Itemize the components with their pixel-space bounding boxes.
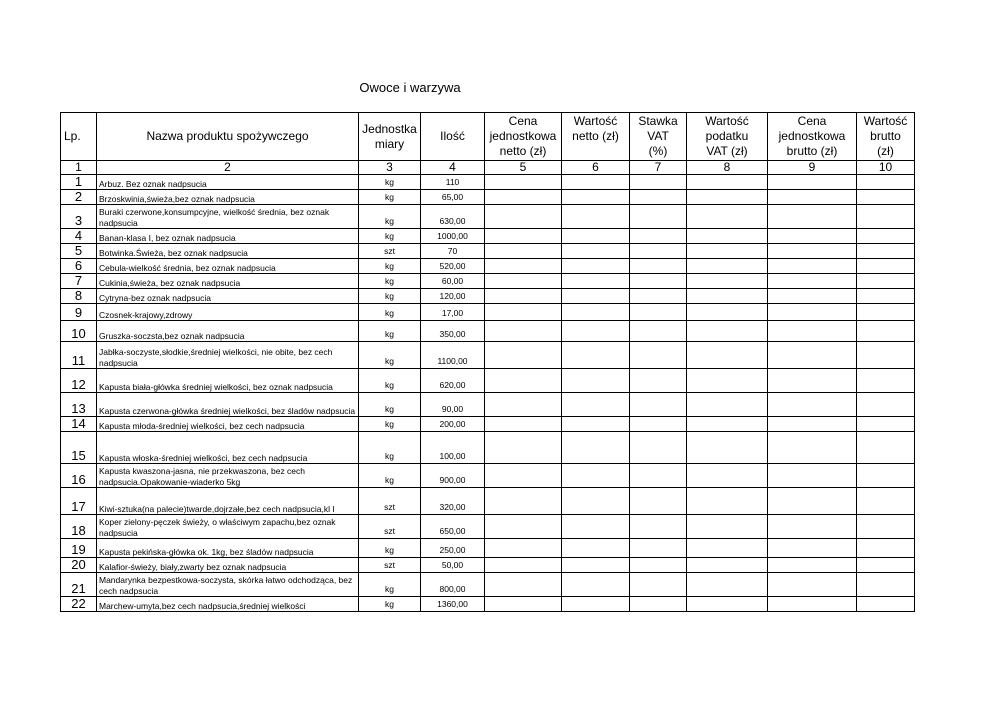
empty-cell	[562, 289, 630, 304]
product-name: Cytryna-bez oznak nadpsucia	[97, 289, 359, 304]
empty-cell	[857, 369, 915, 393]
unit-cell: kg	[359, 417, 421, 432]
table-row	[61, 597, 915, 612]
unit-cell: szt	[359, 558, 421, 573]
unit-cell: kg	[359, 432, 421, 464]
unit-cell: kg	[359, 342, 421, 369]
row-number: 19	[61, 539, 97, 558]
empty-cell	[857, 274, 915, 289]
table-body	[61, 175, 915, 612]
unit-cell: kg	[359, 205, 421, 229]
row-number: 20	[61, 558, 97, 573]
table-row	[61, 539, 915, 558]
empty-cell	[485, 515, 562, 539]
row-number: 5	[61, 244, 97, 259]
empty-cell	[768, 229, 857, 244]
empty-cell	[768, 175, 857, 190]
empty-cell	[768, 558, 857, 573]
empty-cell	[485, 488, 562, 515]
empty-cell	[485, 558, 562, 573]
empty-cell	[687, 597, 768, 612]
empty-cell	[630, 175, 687, 190]
empty-cell	[768, 244, 857, 259]
empty-cell	[768, 597, 857, 612]
unit-cell: kg	[359, 304, 421, 321]
empty-cell	[630, 573, 687, 597]
empty-cell	[485, 342, 562, 369]
row-number: 13	[61, 393, 97, 417]
row-number: 16	[61, 464, 97, 488]
row-number: 2	[61, 190, 97, 205]
table-row	[61, 190, 915, 205]
product-name: Kapusta kwaszona-jasna, nie przekwaszona, bez cech nadpsucia.Opakowanie-wiaderko 5kg	[97, 464, 359, 488]
empty-cell	[857, 539, 915, 558]
empty-cell	[562, 369, 630, 393]
empty-cell	[857, 205, 915, 229]
unit-cell: szt	[359, 244, 421, 259]
empty-cell	[857, 417, 915, 432]
empty-cell	[857, 558, 915, 573]
quantity-cell: 200,00	[421, 417, 485, 432]
header-gross-value: Wartość brutto (zł)	[857, 113, 915, 161]
column-number: 5	[485, 161, 562, 175]
empty-cell	[630, 205, 687, 229]
empty-cell	[687, 229, 768, 244]
quantity-cell: 90,00	[421, 393, 485, 417]
empty-cell	[630, 342, 687, 369]
row-number: 11	[61, 342, 97, 369]
empty-cell	[857, 321, 915, 342]
unit-cell: kg	[359, 229, 421, 244]
column-number: 4	[421, 161, 485, 175]
unit-cell: kg	[359, 274, 421, 289]
table-row	[61, 289, 915, 304]
unit-cell: kg	[359, 464, 421, 488]
empty-cell	[485, 244, 562, 259]
empty-cell	[485, 259, 562, 274]
empty-cell	[857, 573, 915, 597]
empty-cell	[857, 259, 915, 274]
empty-cell	[857, 175, 915, 190]
empty-cell	[562, 573, 630, 597]
table-row	[61, 259, 915, 274]
row-number: 1	[61, 175, 97, 190]
empty-cell	[630, 259, 687, 274]
empty-cell	[630, 190, 687, 205]
column-number: 7	[630, 161, 687, 175]
table-row	[61, 558, 915, 573]
empty-cell	[485, 175, 562, 190]
table-row	[61, 369, 915, 393]
empty-cell	[562, 205, 630, 229]
header-lp: Lp.	[61, 113, 97, 161]
empty-cell	[768, 304, 857, 321]
row-number: 6	[61, 259, 97, 274]
empty-cell	[768, 342, 857, 369]
empty-cell	[768, 321, 857, 342]
unit-cell: kg	[359, 321, 421, 342]
empty-cell	[857, 393, 915, 417]
empty-cell	[485, 369, 562, 393]
empty-cell	[687, 304, 768, 321]
unit-cell: kg	[359, 369, 421, 393]
unit-cell: kg	[359, 259, 421, 274]
row-number: 12	[61, 369, 97, 393]
empty-cell	[768, 289, 857, 304]
empty-cell	[768, 369, 857, 393]
empty-cell	[630, 304, 687, 321]
empty-cell	[562, 229, 630, 244]
quantity-cell: 620,00	[421, 369, 485, 393]
empty-cell	[562, 464, 630, 488]
row-number: 3	[61, 205, 97, 229]
empty-cell	[630, 274, 687, 289]
product-name: Kalafior-świeży, biały,zwarty bez oznak nadpsucia	[97, 558, 359, 573]
empty-cell	[630, 488, 687, 515]
empty-cell	[485, 229, 562, 244]
empty-cell	[562, 342, 630, 369]
empty-cell	[687, 558, 768, 573]
empty-cell	[857, 597, 915, 612]
column-number: 1	[61, 161, 97, 175]
column-number: 10	[857, 161, 915, 175]
table-row	[61, 321, 915, 342]
unit-cell: kg	[359, 597, 421, 612]
quantity-cell: 17,00	[421, 304, 485, 321]
empty-cell	[857, 229, 915, 244]
table-row	[61, 417, 915, 432]
empty-cell	[687, 175, 768, 190]
header-qty: Ilość	[421, 113, 485, 161]
empty-cell	[768, 417, 857, 432]
header-unit: Jednostka miary	[359, 113, 421, 161]
product-name: Gruszka-soczsta,bez oznak nadpsucia	[97, 321, 359, 342]
header-gross-price: Cena jednostkowa brutto (zł)	[768, 113, 857, 161]
product-name: Cukinia,świeża, bez oznak nadpsucia	[97, 274, 359, 289]
empty-cell	[485, 304, 562, 321]
quantity-cell: 70	[421, 244, 485, 259]
empty-cell	[562, 597, 630, 612]
quantity-cell: 900,00	[421, 464, 485, 488]
column-number-row	[61, 161, 915, 175]
empty-cell	[562, 539, 630, 558]
empty-cell	[768, 539, 857, 558]
empty-cell	[630, 393, 687, 417]
empty-cell	[857, 464, 915, 488]
empty-cell	[630, 539, 687, 558]
unit-cell: szt	[359, 488, 421, 515]
product-name: Koper zielony-pęczek świeży, o właściwym zapachu,bez oznak nadpsucia	[97, 515, 359, 539]
product-name: Kapusta czerwona-główka średniej wielkości, bez śladów nadpsucia	[97, 393, 359, 417]
empty-cell	[687, 205, 768, 229]
page-title: Owoce i warzywa	[359, 80, 461, 95]
empty-cell	[630, 558, 687, 573]
empty-cell	[630, 321, 687, 342]
empty-cell	[485, 597, 562, 612]
empty-cell	[857, 488, 915, 515]
product-name: Kapusta pekińska-główka ok. 1kg, bez śladów nadpsucia	[97, 539, 359, 558]
table-row	[61, 274, 915, 289]
empty-cell	[630, 464, 687, 488]
unit-cell: kg	[359, 289, 421, 304]
row-number: 17	[61, 488, 97, 515]
quantity-cell: 800,00	[421, 573, 485, 597]
row-number: 14	[61, 417, 97, 432]
empty-cell	[562, 259, 630, 274]
empty-cell	[562, 558, 630, 573]
header-net-price: Cena jednostkowa netto (zł)	[485, 113, 562, 161]
product-name: Buraki czerwone,konsumpcyjne, wielkość średnia, bez oznak nadpsucia	[97, 205, 359, 229]
empty-cell	[485, 205, 562, 229]
empty-cell	[687, 515, 768, 539]
quantity-cell: 630,00	[421, 205, 485, 229]
quantity-cell: 110	[421, 175, 485, 190]
table-row	[61, 515, 915, 539]
empty-cell	[630, 597, 687, 612]
header-vat-value: Wartość podatku VAT (zł)	[687, 113, 768, 161]
product-name: Kiwi-sztuka(na palecie)twarde,dojrzałe,bez cech nadpsucia,kl I	[97, 488, 359, 515]
column-number: 3	[359, 161, 421, 175]
table-row	[61, 393, 915, 417]
product-name: Marchew-umyta,bez cech nadpsucia,średniej wielkości	[97, 597, 359, 612]
empty-cell	[687, 342, 768, 369]
empty-cell	[687, 244, 768, 259]
empty-cell	[768, 573, 857, 597]
empty-cell	[562, 515, 630, 539]
empty-cell	[857, 515, 915, 539]
empty-cell	[485, 464, 562, 488]
quantity-cell: 250,00	[421, 539, 485, 558]
empty-cell	[485, 393, 562, 417]
unit-cell: kg	[359, 175, 421, 190]
quantity-cell: 60,00	[421, 274, 485, 289]
row-number: 8	[61, 289, 97, 304]
empty-cell	[562, 488, 630, 515]
empty-cell	[857, 190, 915, 205]
empty-cell	[562, 175, 630, 190]
product-name: Kapusta włoska-średniej wielkości, bez cech nadpsucia	[97, 432, 359, 464]
empty-cell	[485, 190, 562, 205]
row-number: 9	[61, 304, 97, 321]
table-row	[61, 488, 915, 515]
empty-cell	[687, 488, 768, 515]
table-row	[61, 244, 915, 259]
quantity-cell: 120,00	[421, 289, 485, 304]
empty-cell	[687, 417, 768, 432]
quantity-cell: 350,00	[421, 321, 485, 342]
quantity-cell: 320,00	[421, 488, 485, 515]
row-number: 22	[61, 597, 97, 612]
table-row	[61, 304, 915, 321]
empty-cell	[687, 321, 768, 342]
empty-cell	[857, 289, 915, 304]
empty-cell	[630, 417, 687, 432]
row-number: 21	[61, 573, 97, 597]
product-name: Banan-klasa I, bez oznak nadpsucia	[97, 229, 359, 244]
product-name: Cebula-wielkość średnia, bez oznak nadpsucia	[97, 259, 359, 274]
empty-cell	[768, 464, 857, 488]
empty-cell	[562, 393, 630, 417]
product-name: Brzoskwinia,świeża,bez oznak nadpsucia	[97, 190, 359, 205]
empty-cell	[857, 342, 915, 369]
unit-cell: kg	[359, 539, 421, 558]
empty-cell	[687, 259, 768, 274]
quantity-cell: 1100,00	[421, 342, 485, 369]
empty-cell	[630, 244, 687, 259]
quantity-cell: 520,00	[421, 259, 485, 274]
product-name: Kapusta biała-główka średniej wielkości, bez oznak nadpsucia	[97, 369, 359, 393]
product-name: Kapusta młoda-średniej wielkości, bez cech nadpsucia	[97, 417, 359, 432]
quantity-cell: 50,00	[421, 558, 485, 573]
column-number: 6	[562, 161, 630, 175]
product-name: Jabłka-soczyste,słodkie,średniej wielkości, nie obite, bez cech nadpsucia	[97, 342, 359, 369]
empty-cell	[687, 464, 768, 488]
product-name: Czosnek-krajowy,zdrowy	[97, 304, 359, 321]
product-name: Botwinka.Świeża, bez oznak nadpsucia	[97, 244, 359, 259]
empty-cell	[768, 432, 857, 464]
row-number: 10	[61, 321, 97, 342]
unit-cell: kg	[359, 573, 421, 597]
table-row	[61, 175, 915, 190]
empty-cell	[687, 369, 768, 393]
row-number: 4	[61, 229, 97, 244]
empty-cell	[630, 369, 687, 393]
empty-cell	[768, 393, 857, 417]
empty-cell	[687, 573, 768, 597]
unit-cell: szt	[359, 515, 421, 539]
table-row	[61, 205, 915, 229]
table-row	[61, 432, 915, 464]
row-number: 7	[61, 274, 97, 289]
empty-cell	[768, 274, 857, 289]
empty-cell	[687, 190, 768, 205]
empty-cell	[857, 304, 915, 321]
product-name: Arbuz. Bez oznak nadpsucia	[97, 175, 359, 190]
empty-cell	[687, 539, 768, 558]
empty-cell	[630, 229, 687, 244]
column-number: 2	[97, 161, 359, 175]
empty-cell	[630, 289, 687, 304]
empty-cell	[687, 274, 768, 289]
empty-cell	[687, 432, 768, 464]
empty-cell	[687, 289, 768, 304]
table-row	[61, 342, 915, 369]
empty-cell	[485, 432, 562, 464]
column-number: 9	[768, 161, 857, 175]
unit-cell: kg	[359, 190, 421, 205]
header-vat-rate: Stawka VAT (%)	[630, 113, 687, 161]
unit-cell: kg	[359, 393, 421, 417]
empty-cell	[562, 304, 630, 321]
table-row	[61, 229, 915, 244]
products-table	[60, 112, 915, 612]
empty-cell	[630, 432, 687, 464]
empty-cell	[687, 393, 768, 417]
empty-cell	[485, 274, 562, 289]
product-name: Mandarynka bezpestkowa-soczysta, skórka łatwo odchodząca, bez cech nadpsucia	[97, 573, 359, 597]
empty-cell	[630, 515, 687, 539]
empty-cell	[857, 432, 915, 464]
empty-cell	[562, 190, 630, 205]
empty-cell	[485, 539, 562, 558]
empty-cell	[562, 417, 630, 432]
empty-cell	[562, 244, 630, 259]
quantity-cell: 1000,00	[421, 229, 485, 244]
empty-cell	[485, 321, 562, 342]
header-name: Nazwa produktu spożywczego	[97, 113, 359, 161]
empty-cell	[562, 274, 630, 289]
quantity-cell: 100,00	[421, 432, 485, 464]
quantity-cell: 1360,00	[421, 597, 485, 612]
empty-cell	[768, 488, 857, 515]
quantity-cell: 650,00	[421, 515, 485, 539]
quantity-cell: 65,00	[421, 190, 485, 205]
empty-cell	[857, 244, 915, 259]
table-row	[61, 573, 915, 597]
empty-cell	[485, 417, 562, 432]
empty-cell	[562, 432, 630, 464]
column-number: 8	[687, 161, 768, 175]
table-row	[61, 464, 915, 488]
empty-cell	[768, 190, 857, 205]
empty-cell	[768, 259, 857, 274]
empty-cell	[485, 573, 562, 597]
empty-cell	[768, 205, 857, 229]
header-net-value: Wartość netto (zł)	[562, 113, 630, 161]
header-row	[61, 113, 915, 161]
empty-cell	[485, 289, 562, 304]
row-number: 18	[61, 515, 97, 539]
empty-cell	[562, 321, 630, 342]
empty-cell	[768, 515, 857, 539]
row-number: 15	[61, 432, 97, 464]
